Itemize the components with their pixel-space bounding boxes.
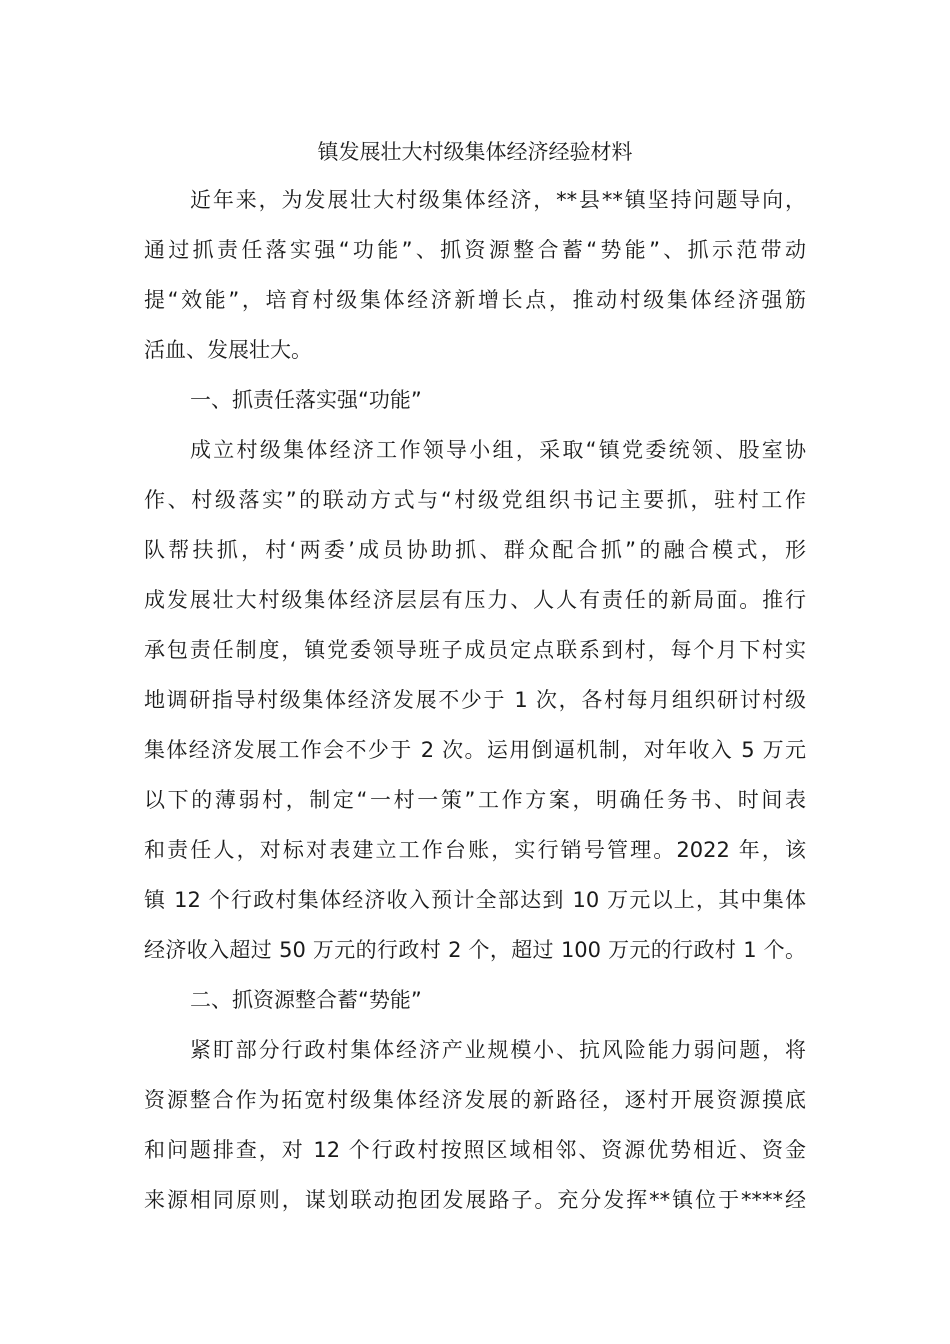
paragraph-line: 地调研指导村级集体经济发展不少于 1 次，各村每月组织研讨村级 — [144, 688, 806, 712]
paragraph-line: 成立村级集体经济工作领导小组，采取“镇党委统领、股室协 — [190, 438, 806, 462]
paragraph-line: 来源相同原则，谋划联动抱团发展路子。充分发挥**镇位于****经 — [144, 1188, 806, 1212]
document-title: 镇发展壮大村级集体经济经验材料 — [317, 140, 633, 164]
section-heading: 一、抓责任落实强“功能” — [190, 388, 422, 412]
paragraph-line: 队帮扶抓，村‘两委’成员协助抓、群众配合抓”的融合模式，形 — [144, 538, 806, 562]
paragraph-line: 通过抓责任落实强“功能”、抓资源整合蓄“势能”、抓示范带动 — [144, 238, 806, 262]
paragraph-line: 经济收入超过 50 万元的行政村 2 个，超过 100 万元的行政村 1 个。 — [144, 938, 806, 962]
paragraph-line: 和问题排查，对 12 个行政村按照区域相邻、资源优势相近、资金 — [144, 1138, 806, 1162]
paragraph-line: 活血、发展壮大。 — [144, 338, 312, 362]
paragraph-line: 资源整合作为拓宽村级集体经济发展的新路径，逐村开展资源摸底 — [144, 1088, 806, 1112]
paragraph-line: 作、村级落实”的联动方式与“村级党组织书记主要抓，驻村工作 — [144, 488, 806, 512]
paragraph-line: 提“效能”，培育村级集体经济新增长点，推动村级集体经济强筋 — [144, 288, 806, 312]
paragraph-line: 承包责任制度，镇党委领导班子成员定点联系到村，每个月下村实 — [144, 638, 806, 662]
paragraph-line: 和责任人，对标对表建立工作台账，实行销号管理。2022 年，该 — [144, 838, 806, 862]
paragraph-line: 镇 12 个行政村集体经济收入预计全部达到 10 万元以上，其中集体 — [144, 888, 806, 912]
paragraph-line: 集体经济发展工作会不少于 2 次。运用倒逼机制，对年收入 5 万元 — [144, 738, 806, 762]
paragraph-line: 近年来，为发展壮大村级集体经济，**县**镇坚持问题导向， — [190, 188, 806, 212]
paragraph-line: 以下的薄弱村，制定“一村一策”工作方案，明确任务书、时间表 — [144, 788, 806, 812]
paragraph-line: 成发展壮大村级集体经济层层有压力、人人有责任的新局面。推行 — [144, 588, 806, 612]
section-heading: 二、抓资源整合蓄“势能” — [190, 988, 422, 1012]
paragraph-line: 紧盯部分行政村集体经济产业规模小、抗风险能力弱问题，将 — [190, 1038, 806, 1062]
